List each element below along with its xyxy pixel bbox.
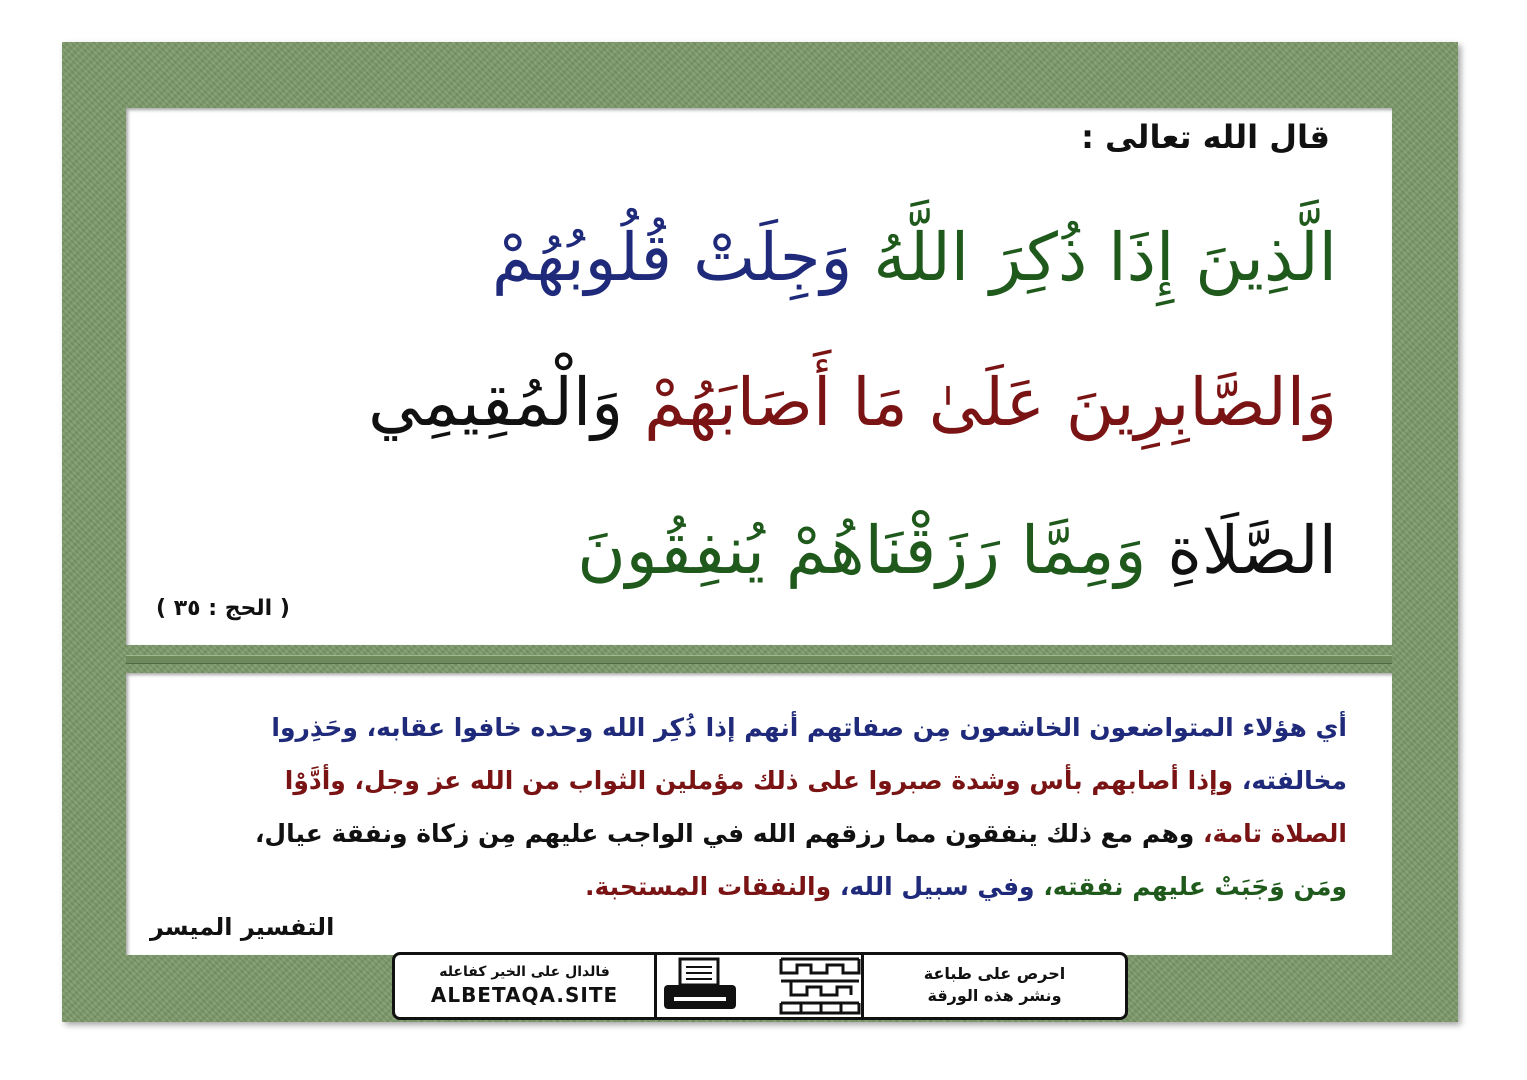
tafsir-line-3 [255, 821, 1347, 846]
verse-segment: اللَّهُ [852, 219, 991, 296]
verse-line-3 [577, 512, 1337, 589]
site-url[interactable]: ALBETAQA.SITE [430, 983, 619, 1007]
tafsir-line-1 [271, 715, 1347, 740]
tafsir-segment: والنفقات المستحبة. [585, 872, 832, 901]
footer-bar [392, 952, 1128, 1020]
verse-segment: وَمِمَّا رَزَقْنَاهُمْ يُنفِقُونَ [577, 512, 1147, 589]
verse-intro: قال الله تعالى : [1081, 118, 1330, 156]
verse-segment: وَالْمُقِيمِي [368, 364, 624, 441]
site-info [395, 955, 657, 1017]
verse-reference: ( الحج : ٣٥ ) [156, 596, 290, 621]
verse-segment: الصَّلَاةِ [1146, 512, 1337, 589]
verse-segment: وَجِلَتْ قُلُوبُهُمْ [491, 219, 853, 296]
tafsir-source: التفسير الميسر [150, 913, 335, 941]
verse-segment: الَّذِينَ إِذَا ذُكِرَ [990, 219, 1337, 296]
tafsir-segment: مخالفته، [1233, 766, 1347, 795]
verse-line-2 [368, 364, 1337, 441]
verse-segment: وَالصَّابِرِينَ عَلَىٰ مَا أَصَابَهُمْ [623, 364, 1337, 441]
verse-line-1 [491, 219, 1337, 296]
tafsir-line-2 [285, 768, 1347, 793]
panel-divider [126, 655, 1392, 664]
print-note-line-1: احرص على طباعة [923, 964, 1066, 983]
print-share-note [861, 955, 1125, 1017]
tafsir-segment: وفي سبيل الله، [831, 872, 1035, 901]
print-note-line-2: ونشر هذه الورقة [927, 986, 1062, 1005]
tafsir-segment: أي هؤلاء المتواضعون الخاشعون مِن صفاتهم أنهم إذا ذُكِر الله وحده خافوا عقابه، وحَذِروا [271, 713, 1347, 742]
tafsir-segment: وهم مع ذلك ينفقون مما رزقهم الله في الواجب عليهم مِن زكاة ونفقة عيال، [254, 819, 1195, 848]
kufic-logo-icon [777, 955, 863, 1017]
dawat-alwaraqa-logo [775, 955, 865, 1017]
tafsir-segment: الصلاة تامة، [1194, 819, 1347, 848]
tafsir-segment: ومَن وَجَبَتْ عليهم نفقته، [1034, 872, 1347, 901]
tafsir-segment: وإذا أصابهم بأس وشدة صبروا على ذلك مؤملين الثواب من الله عز وجل، وأدَّوْا [284, 766, 1234, 795]
site-tagline: فالدال على الخير كفاعله [439, 964, 610, 980]
printer-icon [660, 957, 740, 1015]
tafsir-line-4 [585, 874, 1347, 899]
